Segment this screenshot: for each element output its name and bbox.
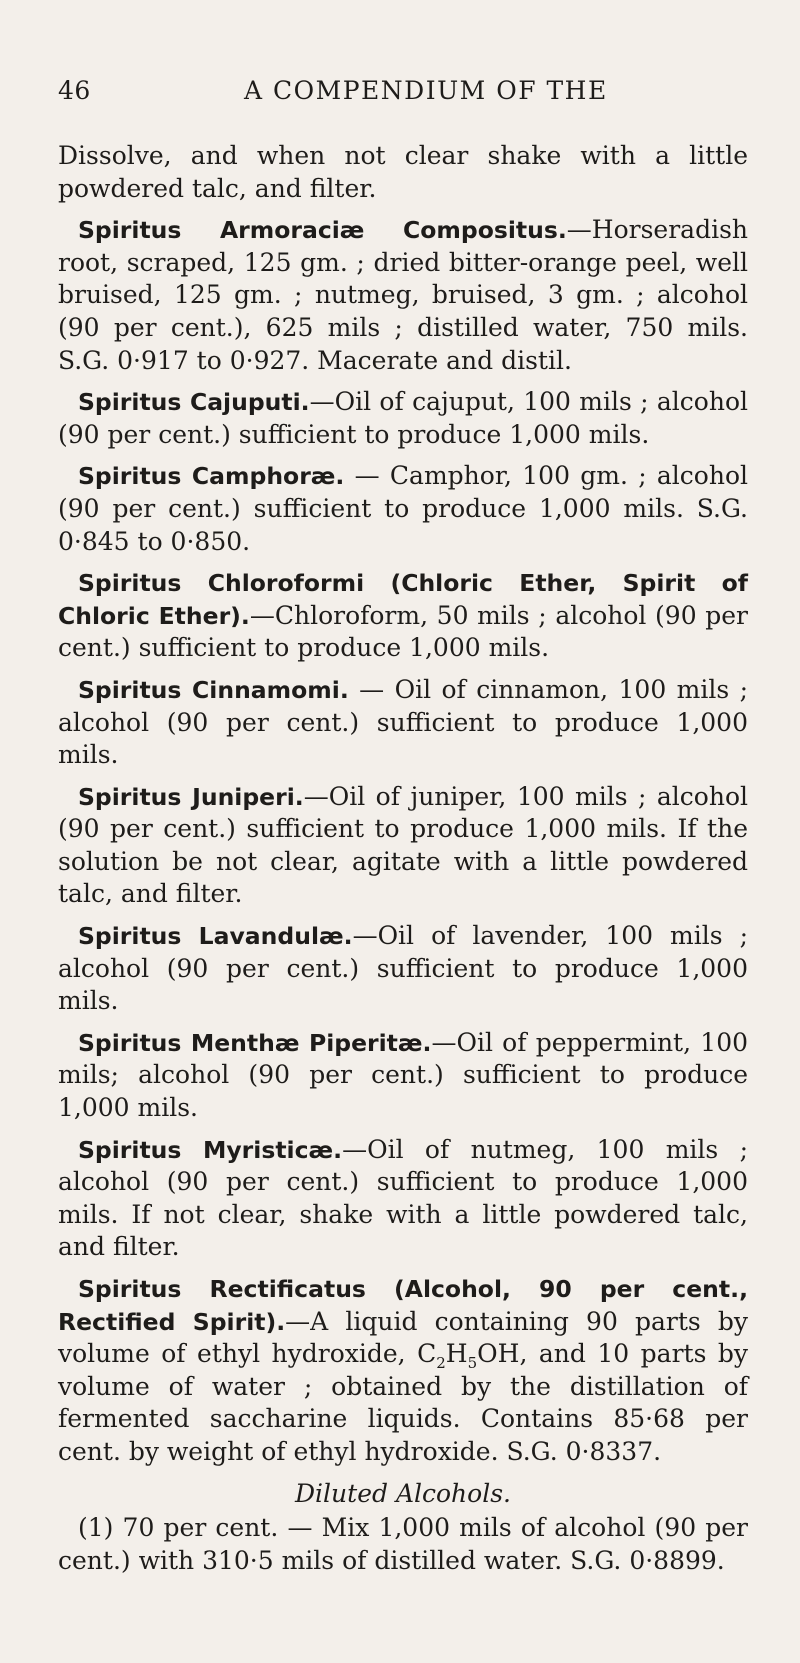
entry-spiritus-juniperi <box>58 781 748 911</box>
entry-text: —Oil of juniper, 100 mils ; alcohol (90 per cent.) sufficient to produce 1,000 mils. If the solution be not clear, agitate with a little powdered talc, and filter. <box>58 781 749 909</box>
entry-text: — Camphor, 100 gm. ; alcohol (90 per cent.) sufficient to produce 1,000 mils. S.G. 0·845 to 0·850. <box>58 461 749 556</box>
entry-text: —Oil of lavender, 100 mils ; alcohol (90 per cent.) sufficient to produce 1,000 mils. <box>58 921 749 1016</box>
entry-text: —Oil of cajuput, 100 mils ; alcohol (90 per cent.) sufficient to produce 1,000 mils. <box>58 387 748 449</box>
entry-text: —Oil of peppermint, 100 mils; alcohol (90 per cent.) sufficient to produce 1,000 mils. <box>58 1027 749 1123</box>
entry-spiritus-lavandulae <box>58 920 748 1018</box>
running-head <box>58 76 748 116</box>
entry-heading: Spiritus Chloroformi (Chloric Ether, Spirit of Chloric Ether). <box>58 569 748 630</box>
entry-heading: Spiritus Lavandulæ. <box>78 922 353 951</box>
entry-heading: Spiritus Menthæ Piperitæ. <box>78 1028 432 1057</box>
entry-heading: Spiritus Camphoræ. <box>78 462 345 491</box>
entry-spiritus-myristicae <box>58 1134 748 1264</box>
entry-text: — Oil of cinnamon, 100 mils ; alcohol (90 per cent.) sufficient to produce 1,000 mils. <box>58 674 748 770</box>
entry-spiritus-cinnamomi <box>58 674 748 772</box>
entry-heading: Spiritus Armoraciæ Compositus. <box>78 216 567 245</box>
entry-text-before-formula: —A liquid containing 90 parts by volume of ethyl hydroxide, <box>58 1306 748 1369</box>
intro-paragraph: Dissolve, and when not clear shake with a little powdered talc, and filter. <box>58 141 748 203</box>
entry-heading: Spiritus Cinnamomi. <box>78 675 349 704</box>
entry-spiritus-chloroformi <box>58 567 748 665</box>
diluted-item-1: (1) 70 per cent. — Mix 1,000 mils of alcohol (90 per cent.) with 310·5 mils of distilled water. S.G. 0·8899. <box>58 1513 748 1575</box>
entry-text-after-formula: , and 10 parts by volume of water ; obtained by the distillation of fermented saccharine liquids. Contains 85·68 per cent. by weight of ethyl hydroxide. S.G. 0·8337. <box>58 1339 748 1466</box>
entry-heading: Spiritus Myristicæ. <box>78 1135 343 1164</box>
chemical-formula: $C_2H_5OH$ <box>417 1339 520 1373</box>
entry-spiritus-camphorae <box>58 460 748 558</box>
section-title-diluted-alcohols: Diluted Alcohols. <box>295 1478 511 1508</box>
entry-text: —Horseradish root, scraped, 125 gm. ; dried bitter-orange peel, well bruised, 125 gm. ; nutmeg, bruised, 3 gm. ; alcohol (90 per cent.), 625 mils ; distilled water, 750 mils. S.G. 0·917 to 0·927. Macerate and distil. <box>58 215 748 375</box>
page-number: 46 <box>58 76 91 105</box>
entry-heading: Spiritus Rectificatus (Alcohol, 90 per cent., Rectified Spirit). <box>58 1275 748 1336</box>
entry-heading: Spiritus Cajuputi. <box>78 388 310 417</box>
entry-spiritus-cajuputi <box>58 386 748 451</box>
entry-spiritus-rectificatus <box>58 1273 748 1469</box>
entry-spiritus-menthae-piperitae <box>58 1027 748 1125</box>
entry-text: —Chloroform, 50 mils ; alcohol (90 per cent.) sufficient to produce 1,000 mils. <box>58 600 748 663</box>
running-title: A COMPENDIUM OF THE <box>244 76 608 105</box>
entry-heading: Spiritus Juniperi. <box>78 782 304 811</box>
entry-text: —Oil of nutmeg, 100 mils ; alcohol (90 per cent.) sufficient to produce 1,000 mils. If not clear, shake with a little powdered talc, and filter. <box>58 1134 748 1262</box>
entry-spiritus-armoraciae <box>58 214 748 377</box>
body-text <box>58 140 748 1577</box>
